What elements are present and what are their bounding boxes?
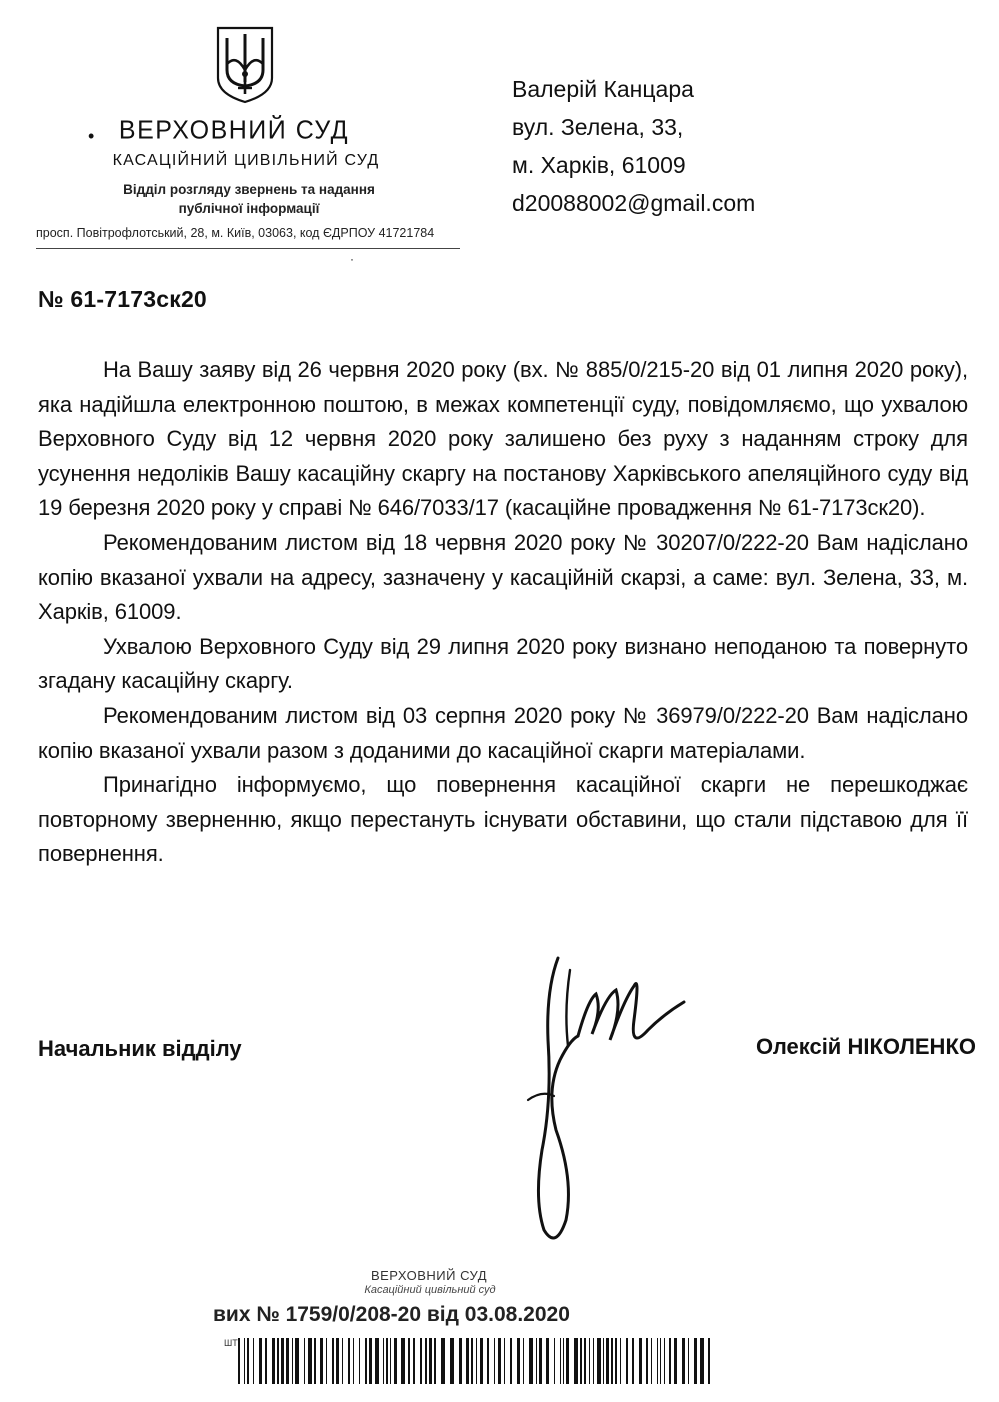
body-paragraph-5: Принагідно інформуємо, що повернення касаційної скарги не перешкоджає повторному зверненню, якщо перестануть існувати обставини, що стали підставою для її повернення. [38, 772, 968, 867]
handwritten-signature [498, 950, 718, 1250]
recipient-street: вул. Зелена, 33, [512, 114, 684, 140]
recipient-city: м. Харків, 61009 [512, 152, 686, 178]
barcode-bar [657, 1338, 658, 1384]
stamp-court-name: ВЕРХОВНИЙ СУД [370, 1268, 488, 1283]
barcode-bar [450, 1338, 454, 1384]
barcode-bar [574, 1338, 578, 1384]
barcode-bar [401, 1338, 405, 1384]
barcode-bar [277, 1338, 279, 1384]
barcode-bar [425, 1338, 427, 1384]
barcode-bar [386, 1338, 388, 1384]
barcode-bar [536, 1338, 537, 1384]
department-line-1: Відділ розгляду звернень та надання [123, 182, 375, 197]
barcode-bar [504, 1338, 505, 1384]
barcode-bar [560, 1338, 561, 1384]
barcode-bar [694, 1338, 697, 1384]
barcode-bar [510, 1338, 512, 1384]
barcode-bar [238, 1338, 240, 1384]
barcode-bar [646, 1338, 648, 1384]
barcode-bar [563, 1338, 564, 1384]
barcode-bar [660, 1338, 661, 1384]
barcode-bar [611, 1338, 613, 1384]
letter-body [38, 353, 968, 872]
barcode-bar [390, 1338, 391, 1384]
court-name: ВЕРХОВНИЙ СУД [118, 115, 350, 145]
barcode-bar [632, 1338, 634, 1384]
barcode-bar [429, 1338, 432, 1384]
bullet-mark: • [88, 126, 95, 146]
barcode-bar [314, 1338, 316, 1384]
barcode-bar [529, 1338, 533, 1384]
barcode-bar [408, 1338, 410, 1384]
barcode-bar [708, 1338, 710, 1384]
stamp-court-subdivision: Касаційний цивільний суд [364, 1284, 496, 1296]
barcode-bar [597, 1338, 601, 1384]
barcode-bar [247, 1338, 249, 1384]
barcode-bar [674, 1338, 677, 1384]
barcode-bar [593, 1338, 594, 1384]
barcode-bar [286, 1338, 289, 1384]
reference-number: № 61-7173ск20 [38, 286, 207, 312]
body-paragraph-4: Рекомендованим листом від 03 серпня 2020 року № 36979/0/222-20 Вам надіслано копію вказаної ухвали разом з доданими до касаційної скарги матеріалами. [38, 702, 968, 763]
barcode-bar [320, 1338, 323, 1384]
barcode-bar [413, 1338, 415, 1384]
barcode-bar [308, 1338, 312, 1384]
barcode-bar [459, 1338, 462, 1384]
barcode-bar [336, 1338, 339, 1384]
body-paragraph-1: На Вашу заяву від 26 червня 2020 року (вх. № 885/0/215-20 від 01 липня 2020 року), яка надійшла електронною поштою, в межах компетенції суду, повідомляємо, що ухвалою Верховного Суду від 12 червня 2020 року залишено без руху з наданням строку для усунення недоліків Вашу касаційну скаргу на постанову Харківського апеляційного суду від 19 березня 2020 року у справі № 646/7033/17 (касаційне провадження № 61-7173ск20). [38, 357, 968, 521]
barcode-bar [480, 1338, 483, 1384]
barcode-bar [700, 1338, 704, 1384]
barcode-bar [539, 1338, 542, 1384]
barcode-bar [434, 1338, 436, 1384]
barcode-bar [651, 1338, 652, 1384]
barcode [226, 1336, 716, 1386]
barcode-bar [253, 1338, 254, 1384]
barcode-bar [292, 1338, 293, 1384]
recipient-email: d20088002@gmail.com [512, 190, 756, 216]
signatory-name: Олексій НІКОЛЕНКО [756, 1034, 976, 1059]
barcode-bar [383, 1338, 384, 1384]
barcode-bar [332, 1338, 334, 1384]
barcode-bar [580, 1338, 582, 1384]
barcode-bar [348, 1338, 350, 1384]
body-paragraph-2: Рекомендованим листом від 18 червня 2020 року № 30207/0/222-20 Вам надіслано копію вказаної ухвали на адресу, зазначену у касаційній скарзі, а саме: вул. Зелена, 33, м. Харків, 61009. [38, 529, 968, 625]
barcode-bar [326, 1338, 327, 1384]
barcode-bar [342, 1338, 343, 1384]
barcode-bar [566, 1338, 569, 1384]
barcode-bar [476, 1338, 477, 1384]
barcode-bar [498, 1338, 501, 1384]
divider-mark: · [350, 252, 354, 266]
barcode-bar [554, 1338, 555, 1384]
barcode-bar [441, 1338, 445, 1384]
barcode-bar [546, 1338, 549, 1384]
barcode-bar [682, 1338, 685, 1384]
barcode-bar [281, 1338, 284, 1384]
barcode-bar [265, 1338, 267, 1384]
barcode-bar [466, 1338, 469, 1384]
barcode-bar [523, 1338, 524, 1384]
court-address: просп. Повітрофлотський, 28, м. Київ, 03063, код ЄДРПОУ 41721784 [36, 226, 435, 240]
barcode-bar [365, 1338, 367, 1384]
barcode-bar [589, 1338, 590, 1384]
barcode-bar [375, 1338, 379, 1384]
recipient-block [512, 70, 932, 222]
barcode-bar [517, 1338, 520, 1384]
barcode-bar [369, 1338, 372, 1384]
barcode-bar [639, 1338, 642, 1384]
barcode-bar [487, 1338, 489, 1384]
department-line-2: публічної інформації [178, 201, 320, 216]
barcode-bar [359, 1338, 360, 1384]
barcode-bar [471, 1338, 473, 1384]
outgoing-number: вих № 1759/0/208-20 від 03.08.2020 [213, 1303, 570, 1326]
barcode-bar [244, 1338, 245, 1384]
court-subdivision: КАСАЦІЙНИЙ ЦИВІЛЬНИЙ СУД [112, 152, 380, 169]
signatory-role: Начальник відділу [38, 1036, 242, 1061]
barcode-bar [688, 1338, 689, 1384]
barcode-bar [606, 1338, 609, 1384]
barcode-bar [669, 1338, 671, 1384]
barcode-bar [353, 1338, 354, 1384]
letterhead-divider [36, 248, 460, 250]
barcode-bar [295, 1338, 299, 1384]
body-paragraph-3: Ухвалою Верховного Суду від 29 липня 2020 року визнано неподаною та повернуто згадану касаційну скаргу. [38, 633, 968, 694]
barcode-bar [620, 1338, 621, 1384]
barcode-bar [394, 1338, 397, 1384]
barcode-bar [626, 1338, 628, 1384]
barcode-bar [603, 1338, 604, 1384]
barcode-bar [664, 1338, 665, 1384]
trident-emblem-icon [214, 24, 276, 106]
barcode-bar [615, 1338, 617, 1384]
barcode-bar [304, 1338, 305, 1384]
barcode-bar [272, 1338, 275, 1384]
barcode-mark: ШТ [224, 1338, 238, 1348]
barcode-bar [420, 1338, 422, 1384]
barcode-bar [494, 1338, 495, 1384]
barcode-bar [259, 1338, 262, 1384]
department-name [104, 180, 394, 218]
recipient-name: Валерій Канцара [512, 76, 694, 102]
barcode-bar [584, 1338, 586, 1384]
